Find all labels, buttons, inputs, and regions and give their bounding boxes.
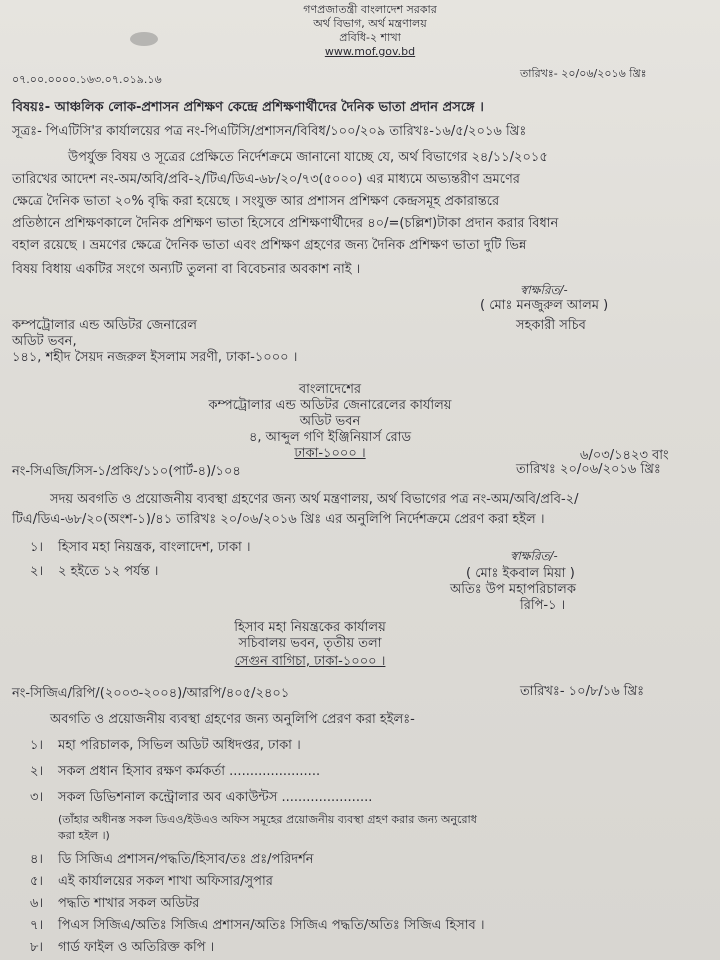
list-item: গার্ড ফাইল ও অতিরিক্ত কপি । xyxy=(58,940,215,955)
list-item: সকল প্রধান হিসাব রক্ষণ কর্মকর্তা ...................... xyxy=(58,764,321,779)
signatory-name: ( মোঃ মনজুরুল আলম ) xyxy=(480,298,609,313)
list-number: ৮। xyxy=(30,940,44,955)
list-number: ৭। xyxy=(30,918,44,933)
memo2-date-bangla: ৬/০৩/১৪২৩ বাং xyxy=(580,448,669,463)
list-item: পিএস সিজিএ/অতিঃ সিজিএ প্রশাসন/অতিঃ সিজিএ পদ্ধতি/অতিঃ সিজিএ হিসাব । xyxy=(58,918,485,933)
memo3-date: তারিখঃ- ১০/৮/১৬ খ্রিঃ xyxy=(520,684,645,699)
memo-number: ০৭.০০.০০০০.১৬৩.০৭.০১৯.১৬ xyxy=(12,73,162,86)
office-header: ঢাকা-১০০০ । xyxy=(294,446,366,461)
recipient-line: অডিট ভবন, xyxy=(12,334,77,349)
body-line: তারিখের আদেশ নং-অম/অবি/প্রবি-২/টিএ/ডিএ-৬৮/২০/৭৩(৫০০০) এর মাধ্যমে অভ্যন্তরীণ ভ্রমণের xyxy=(12,172,520,187)
list-number: ৩। xyxy=(30,790,44,805)
list-item: পদ্ধতি শাখার সকল অডিটর xyxy=(58,896,200,911)
memo2-date: তারিখঃ ২০/০৬/২০১৬ খ্রিঃ xyxy=(516,462,661,477)
recipient-line: ১৪১, শহীদ সৈয়দ নজরুল ইসলাম সরণী, ঢাকা-১০০০ । xyxy=(12,350,298,365)
signatory-name: ( মোঃ ইকবাল মিয়া ) xyxy=(466,566,575,581)
body-line: বহাল রয়েছে । ভ্রমণের ক্ষেত্রে দৈনিক ভাতা এবং প্রশিক্ষণ গ্রহণের জন্য দৈনিক প্রশিক্ষণ ভাতা দুটি ভিন্ন xyxy=(12,238,527,253)
office-header: ৪, আব্দুল গণি ইঞ্জিনিয়ার্স রোড xyxy=(248,430,412,445)
list-item: হিসাব মহা নিয়ন্ত্রক, বাংলাদেশ, ঢাকা । xyxy=(58,540,251,555)
subject-line: বিষয়ঃ- আঞ্চলিক লোক-প্রশাসন প্রশিক্ষণ কেন্দ্রে প্রশিক্ষণার্থীদের দৈনিক ভাতা প্রদান প্রসঙ্গে । xyxy=(12,100,484,115)
body2-line: সদয় অবগতি ও প্রয়োজনীয় ব্যবস্থা গ্রহণের জন্য অর্থ মন্ত্রণালয়, অর্থ বিভাগের পত্র নং-অম/অবি/প্রবি-২/ xyxy=(50,492,579,507)
office3-header: হিসাব মহা নিয়ন্ত্রকের কার্যালয় xyxy=(234,620,386,635)
intro3-line: অবগতি ও প্রয়োজনীয় ব্যবস্থা গ্রহণের জন্য অনুলিপি প্রেরণ করা হইলঃ- xyxy=(50,712,415,727)
office-header: অডিট ভবন xyxy=(299,414,361,429)
body-line: প্রতিষ্ঠানে প্রশিক্ষণকালে দৈনিক প্রশিক্ষণ ভাতা হিসেবে প্রশিক্ষণার্থীদের ৪০/=(চল্লিশ)টাকা প্রদান করার বিধান xyxy=(12,216,559,231)
signatory-designation: সহকারী সচিব xyxy=(516,318,586,333)
signature-mark: স্বাক্ষরিত/- xyxy=(520,283,568,297)
office-header: বাংলাদেশের xyxy=(298,382,362,397)
memo2-number: নং-সিএজি/সিস-১/প্রকিং/১১০(পার্ট-৪)/১০৪ xyxy=(12,464,241,479)
list-number: ১। xyxy=(30,738,44,753)
list-item: ডি সিজিএ প্রশাসন/পদ্ধতি/হিসাব/তঃ প্রঃ/পরিদর্শন xyxy=(58,852,314,867)
office3-header: সেগুন বাগিচা, ঢাকা-১০০০ । xyxy=(234,654,386,669)
body-line: ক্ষেত্রে দৈনিক ভাতা ২০% বৃদ্ধি করা হয়েছে । সংযুক্ত আর প্রশাসন প্রশিক্ষণ কেন্দ্রসমূহ প্রকারান্তরে xyxy=(12,194,500,209)
branch-header: প্রবিধি-২ শাখা xyxy=(339,31,401,44)
ministry-header: অর্থ বিভাগ, অর্থ মন্ত্রণালয় xyxy=(313,17,427,30)
list-note: করা হইল ।) xyxy=(58,829,110,842)
list-item: সকল ডিভিশনাল কন্ট্রোলার অব একাউন্টস ...................... xyxy=(58,790,373,805)
list-number: ২। xyxy=(30,564,44,579)
ink-smudge xyxy=(130,32,158,46)
signature-mark: স্বাক্ষরিত/- xyxy=(510,549,558,563)
recipient-line: কম্পট্রোলার এন্ড অডিটর জেনারেল xyxy=(12,318,197,333)
website-header: www.mof.gov.bd xyxy=(324,45,416,58)
list-note: (তাঁহার অধীনস্ত সকল ডিএও/ইউএও অফিস সমূহের প্রয়োজনীয় ব্যবস্থা গ্রহণ করার জন্য অনুরোধ xyxy=(58,813,477,826)
body-line: উপর্যুক্ত বিষয় ও সূত্রের প্রেক্ষিতে নির্দেশক্রমে জানানো যাচ্ছে যে, অর্থ বিভাগের ২৪/১১/২০১৫ xyxy=(68,150,548,165)
body-line: বিষয় বিধায় একটির সংগে অন্যটি তুলনা বা বিবেচনার অবকাশ নাই । xyxy=(12,262,361,277)
list-item: এই কার্যালয়ের সকল শাখা অফিসার/সুপার xyxy=(58,874,273,889)
reference-line: সূত্রঃ- পিএটিসি'র কার্যালয়ের পত্র নং-পিএটিসি/প্রশাসন/বিবিধ/১০০/২০৯ তারিখঃ-১৬/৫/২০১৬ খ্রিঃ xyxy=(12,124,527,139)
list-item: ২ হইতে ১২ পর্যন্ত । xyxy=(58,564,159,579)
memo-date: তারিখঃ- ২০/০৬/২০১৬ খ্রিঃ xyxy=(520,67,647,80)
office-header: কম্পট্রোলার এন্ড অডিটর জেনারেলের কার্যালয় xyxy=(208,398,452,413)
memo3-number: নং-সিজিএ/রিপি/(২০০৩-২০০৪)/আরপি/৪০৫/২৪০১ xyxy=(12,686,290,701)
office3-header: সচিবালয় ভবন, তৃতীয় তলা xyxy=(238,636,382,651)
body2-line: টিএ/ডিএ-৬৮/২০(অংশ-১)/৪১ তারিখঃ ২০/০৬/২০১৬ খ্রিঃ এর অনুলিপি নির্দেশক্রমে প্রেরণ করা হইল । xyxy=(12,512,545,527)
list-number: ২। xyxy=(30,764,44,779)
govt-header: গণপ্রজাতন্ত্রী বাংলাদেশ সরকার xyxy=(303,3,437,16)
list-number: ৪। xyxy=(30,852,44,867)
signatory-unit: রিপি-১ । xyxy=(520,598,566,613)
signatory-designation: অতিঃ উপ মহাপরিচালক xyxy=(450,582,576,597)
list-number: ১। xyxy=(30,540,44,555)
list-number: ৬। xyxy=(30,896,44,911)
list-number: ৫। xyxy=(30,874,44,889)
list-item: মহা পরিচালক, সিভিল অডিট অধিদপ্তর, ঢাকা । xyxy=(58,738,301,753)
